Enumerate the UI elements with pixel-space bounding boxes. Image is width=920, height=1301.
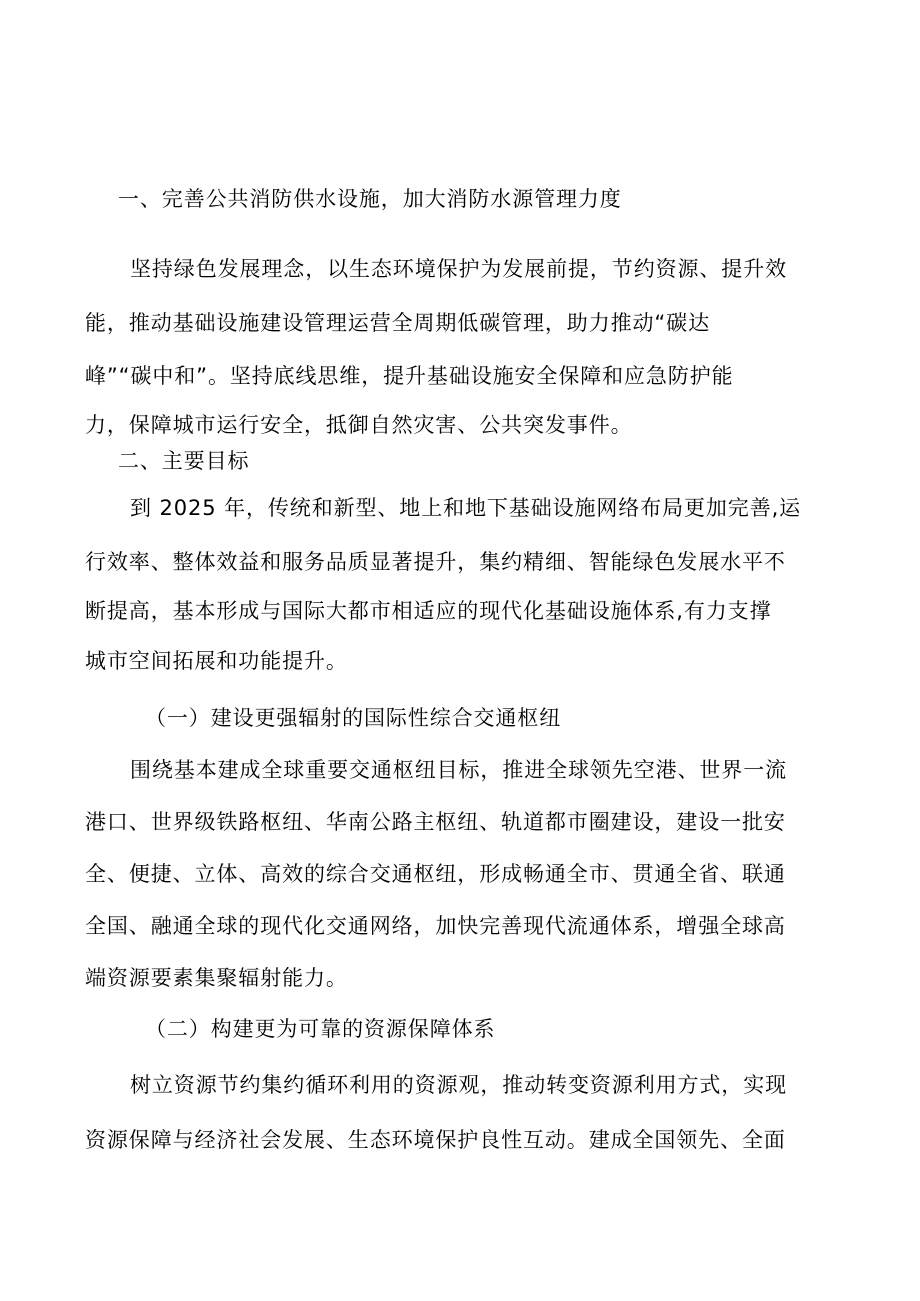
paragraph-line: 资源保障与经济社会发展、生态环境保护良性互动。建成全国领先、全面 [85, 1128, 786, 1152]
paragraph-line: 到 2025 年，传统和新型、地上和地下基础设施网络布局更加完善,运 [130, 496, 802, 520]
section-heading-2: 二、主要目标 [118, 449, 250, 473]
paragraph-line: 树立资源节约集约循环利用的资源观，推动转变资源利用方式，实现 [130, 1073, 787, 1097]
paragraph-line: 全国、融通全球的现代化交通网络，加快完善现代流通体系，增强全球高 [85, 914, 786, 938]
section-heading-1: 一、完善公共消防供水设施，加大消防水源管理力度 [118, 187, 622, 211]
subsection-heading-2: （二）构建更为可靠的资源保障体系 [145, 1017, 496, 1041]
paragraph-line: 断提高，基本形成与国际大都市相适应的现代化基础设施体系,有力支撑 [85, 599, 772, 623]
paragraph-line: 围绕基本建成全球重要交通枢纽目标，推进全球领先空港、世界一流 [130, 758, 787, 782]
paragraph-line: 坚持绿色发展理念，以生态环境保护为发展前提，节约资源、提升效 [130, 257, 787, 281]
paragraph-line: 端资源要素集聚辐射能力。 [85, 966, 348, 990]
paragraph-line: 行效率、整体效益和服务品质显著提升，集约精细、智能绿色发展水平不 [85, 550, 786, 574]
paragraph-line: 峰”“碳中和”。坚持底线思维，提升基础设施安全保障和应急防护能 [85, 364, 734, 388]
paragraph-line: 港口、世界级铁路枢纽、华南公路主枢纽、轨道都市圈建设，建设一批安 [85, 810, 786, 834]
paragraph-line: 力，保障城市运行安全，抵御自然灾害、公共突发事件。 [85, 413, 633, 437]
paragraph-line: 能，推动基础设施建设管理运营全周期低碳管理，助力推动“碳达 [85, 311, 710, 335]
paragraph-line: 全、便捷、立体、高效的综合交通枢纽，形成畅通全市、贯通全省、联通 [85, 862, 786, 886]
paragraph-line: 城市空间拓展和功能提升。 [85, 649, 348, 673]
subsection-heading-1: （一）建设更强辐射的国际性综合交通枢纽 [145, 706, 562, 730]
